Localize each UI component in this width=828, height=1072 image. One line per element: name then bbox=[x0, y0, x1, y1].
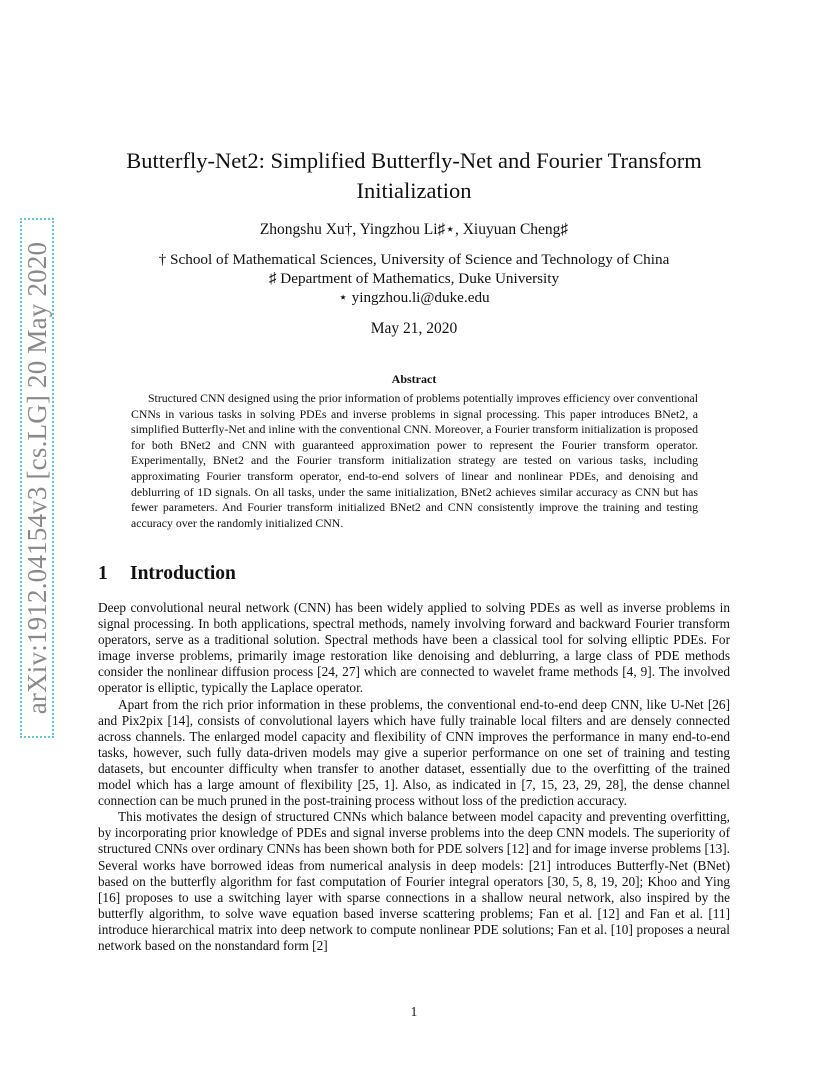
abstract-text: Structured CNN designed using the prior information of problems potentially improves efficiency over conventional CNNs in various tasks in solving PDEs and inverse problems in signal processing. This paper introduces BNet2, a simplified Butterfly-Net and inline with the conventional CNN. Moreover, a Fourier transform initialization is proposed for both BNet2 and CNN with guaranteed approximation power to represent the Fourier transform operator. Experimentally, BNet2 and the Fourier transform initialization strategy are tested on various tasks, including approximating Fourier transform operator, end-to-end solvers of linear and nonlinear PDEs, and denoising and deblurring of 1D signals. On all tasks, under the same initialization, BNet2 achieves similar accuracy as CNN but has fewer parameters. And Fourier transform initialized BNet2 and CNN consistently improve the training and testing accuracy over the randomly initialized CNN. bbox=[131, 391, 698, 530]
section-body bbox=[98, 600, 730, 954]
body-paragraph: Deep convolutional neural network (CNN) has been widely applied to solving PDEs as well as inverse problems in signal processing. In both applications, spectral methods, namely involving forward and backward Fourier transform operators, serve as a traditional solution. Spectral methods have been a classical tool for solving elliptic PDEs. For image inverse problems, primarily image restoration like denoising and deblurring, a large class of PDE methods consider the nonlinear diffusion process [24, 27] which are connected to wavelet frame methods [4, 9]. The involved operator is elliptic, typically the Laplace operator. bbox=[98, 600, 730, 696]
abstract-heading: Abstract bbox=[391, 372, 437, 386]
title-line-1: Butterfly-Net2: Simplified Butterfly-Net and Fourier Transform bbox=[126, 148, 702, 173]
title-line-2: Initialization bbox=[356, 178, 472, 203]
affiliations bbox=[80, 250, 748, 307]
paper-date: May 21, 2020 bbox=[370, 320, 458, 337]
affiliation-ustc: † School of Mathematical Sciences, University of Science and Technology of China bbox=[158, 251, 670, 268]
arxiv-stamp[interactable] bbox=[20, 218, 54, 738]
body-paragraph: This motivates the design of structured CNNs which balance between model capacity and preventing overfitting, by incorporating prior knowledge of PDEs and signal inverse problems into the deep CNN models. The superiority of structured CNNs over ordinary CNNs has been shown both for PDE solvers [12] and for image inverse problems [13]. Several works have borrowed ideas from numerical analysis in deep models: [21] introduces Butterfly-Net (BNet) based on the butterfly algorithm for fast computation of Fourier integral operators [30, 5, 8, 19, 20]; Khoo and Ying [16] proposes to use a switching layer with sparse connections in a shallow neural network, also inspired by the butterfly algorithm, to solve wave equation based inverse scattering problems; Fan et al. [12] and Fan et al. [11] introduce hierarchical matrix into deep network to compute nonlinear PDE solutions; Fan et al. [10] proposes a neural network based on the nonstandard form [2] bbox=[98, 809, 730, 953]
body-paragraph: Apart from the rich prior information in these problems, the conventional end-to-end deep CNN, like U-Net [26] and Pix2pix [14], consists of convolutional layers which have fully trainable local filters and are densely connected across channels. The enlarged model capacity and flexibility of CNN improves the performance in many end-to-end tasks, however, such fully data-driven models may give a superior performance on one set of training and testing datasets, but encounter difficulty when transfer to another dataset, essentially due to the overfitting of the trained model which has a large amount of flexibility [25, 1]. Also, as indicated in [7, 15, 23, 29, 28], the dense channel connection can be much pruned in the post-training process without loss of the prediction accuracy. bbox=[98, 696, 730, 809]
section-number: 1 bbox=[98, 563, 108, 584]
section-heading bbox=[98, 563, 236, 585]
affiliation-duke: ♯ Department of Mathematics, Duke University bbox=[268, 270, 560, 287]
arxiv-identifier[interactable]: arXiv:1912.04154v3 [cs.LG] 20 May 2020 bbox=[21, 241, 52, 715]
paper-title bbox=[80, 146, 748, 206]
author-list: Zhongshu Xu†, Yingzhou Li♯⋆, Xiuyuan Cheng♯ bbox=[259, 221, 569, 238]
page-number: 1 bbox=[410, 1004, 418, 1019]
contact-email[interactable]: ⋆ yingzhou.li@duke.edu bbox=[338, 289, 490, 306]
section-title: Introduction bbox=[130, 563, 236, 584]
